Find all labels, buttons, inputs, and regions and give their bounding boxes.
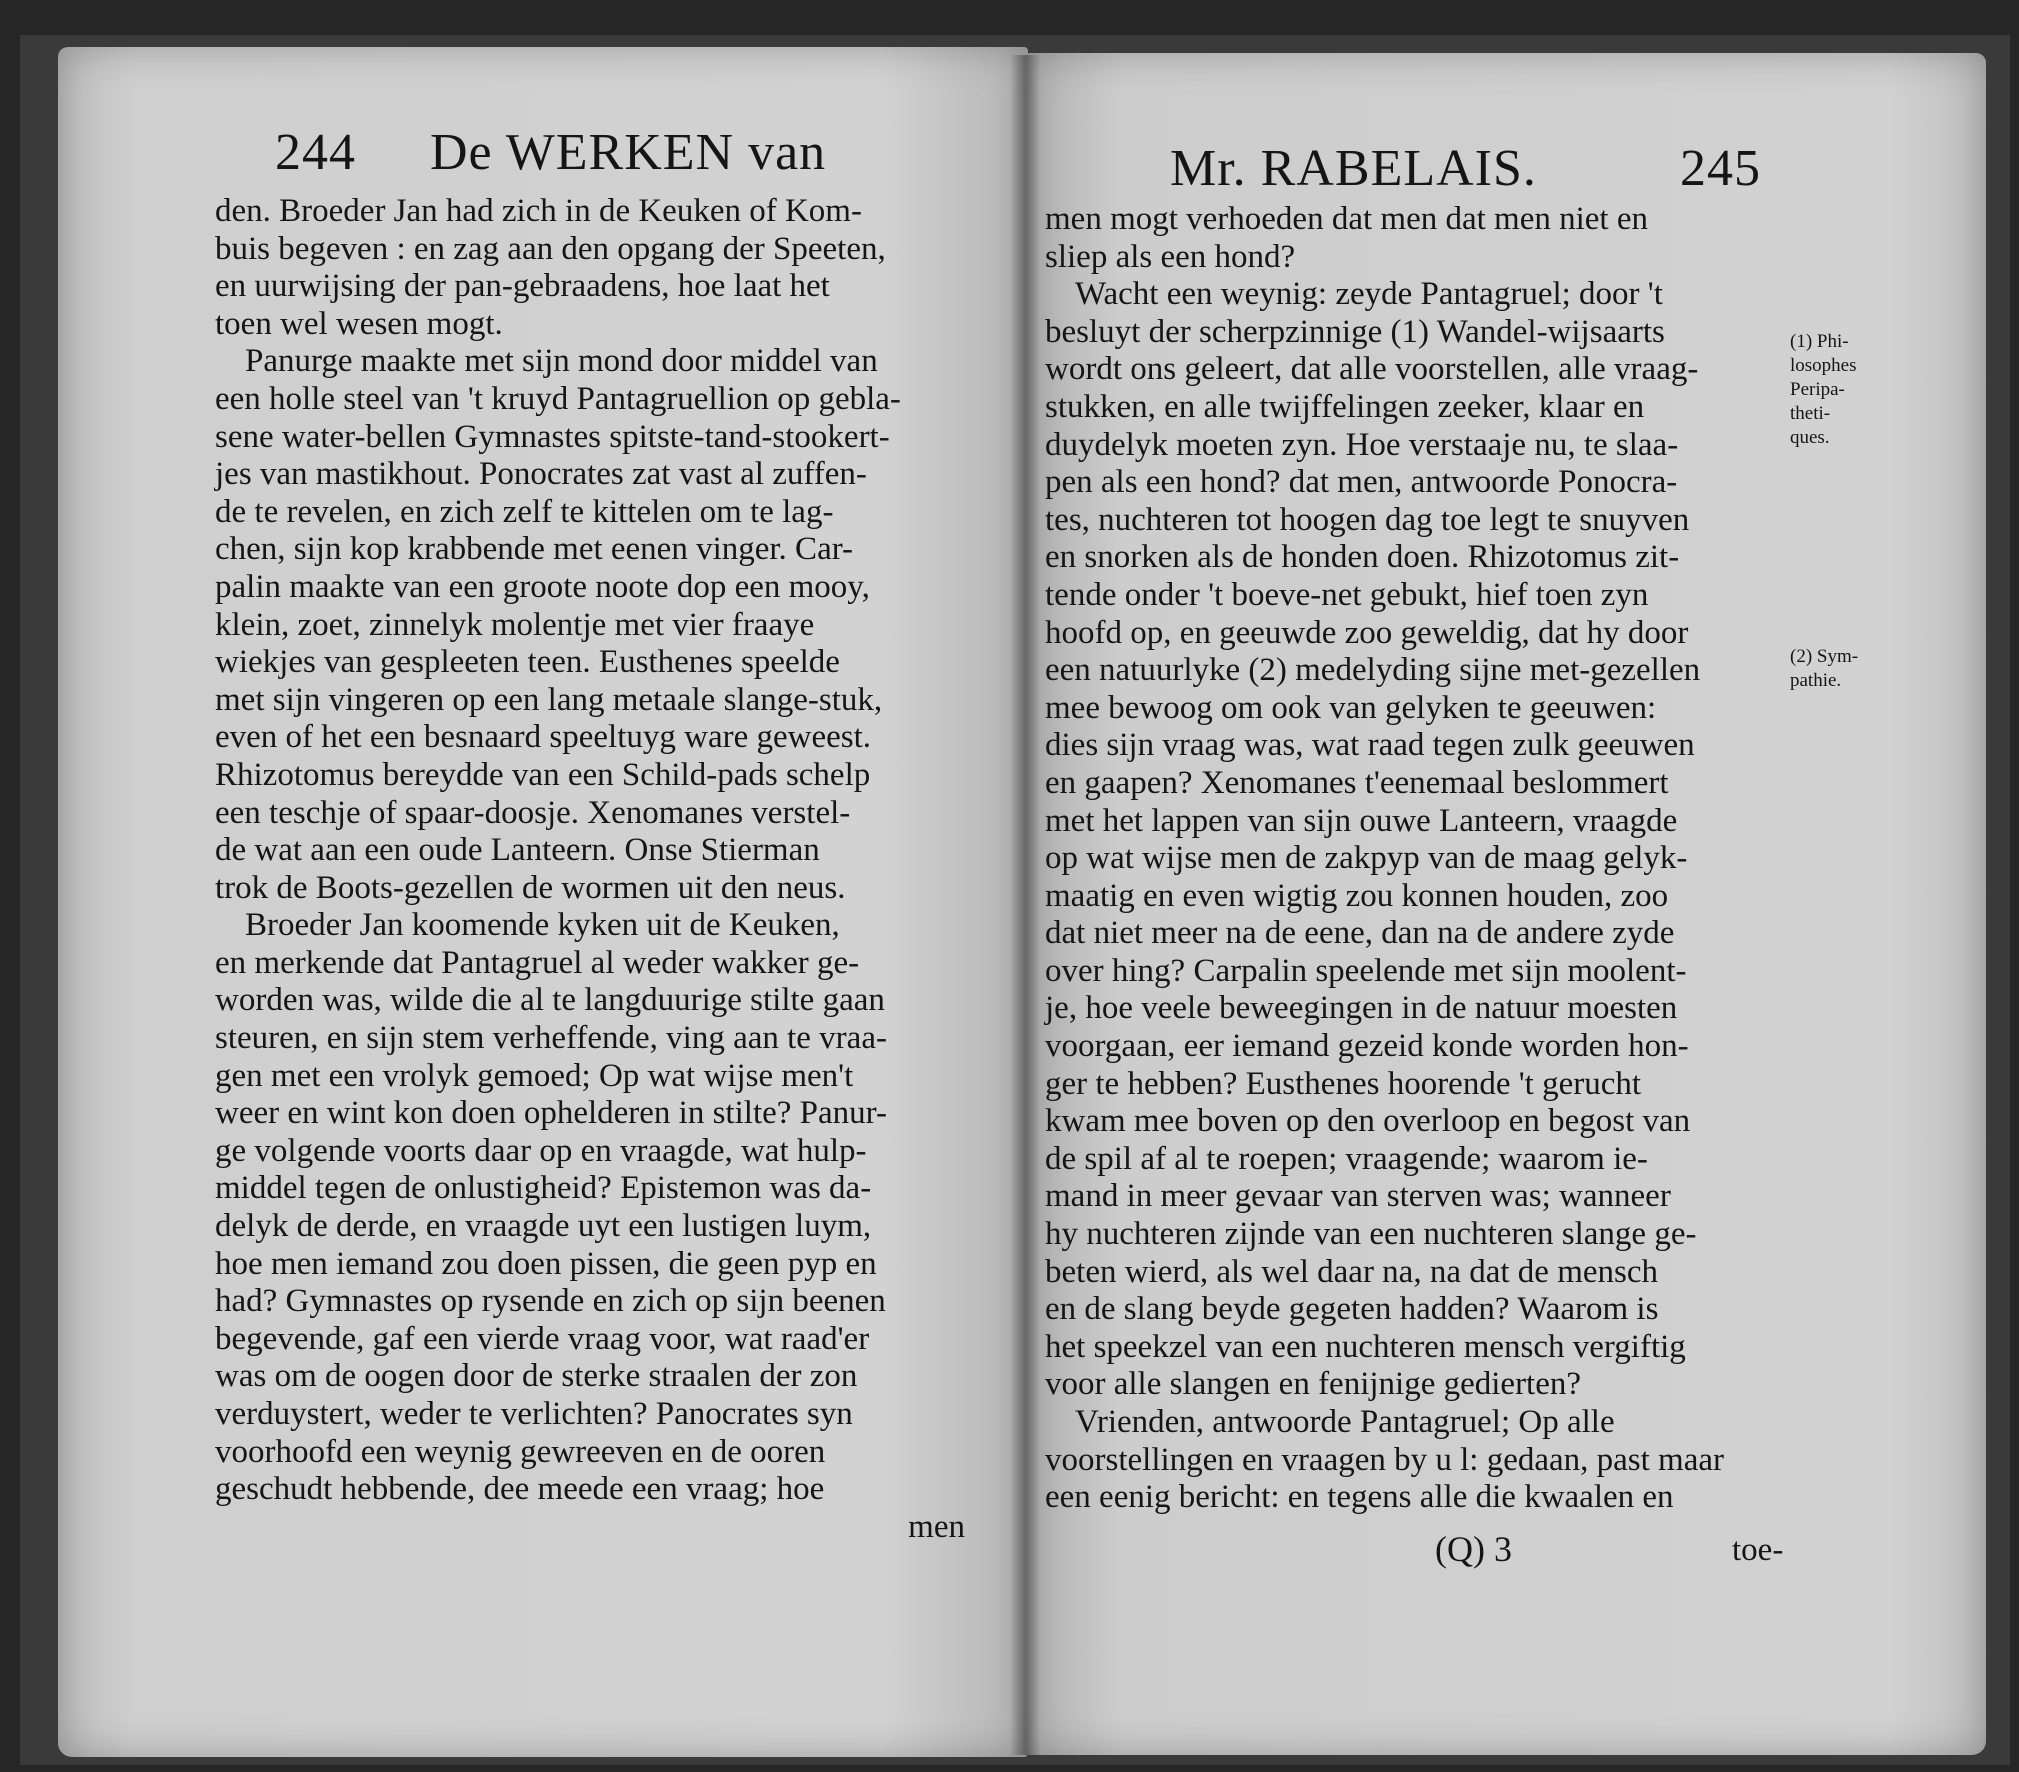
text-line: was om de oogen door de sterke straalen der zon	[215, 1358, 858, 1395]
text-line: Vrienden, antwoorde Pantagruel; Op alle	[1075, 1404, 1615, 1440]
left-folio: 244	[275, 124, 356, 181]
text-line: een teschje of spaar-doosje. Xenomanes verstel-	[215, 794, 851, 831]
text-line: met sijn vingeren op een lang metaale slange-stuk,	[215, 681, 883, 718]
text-line: besluyt der scherpzinnige (1) Wandel-wijsaarts	[1045, 313, 1665, 350]
text-line: sene water-bellen Gymnastes spitste-tand-stookert-	[215, 418, 890, 455]
catchword: toe-	[1732, 1532, 1784, 1568]
text-line: geschudt hebbende, dee meede een vraag; hoe	[215, 1471, 825, 1508]
text-line: begevende, gaf een vierde vraag voor, wat raad'er	[215, 1320, 870, 1357]
margin-note-line: (1) Phi-	[1790, 331, 1849, 352]
text-line: worden was, wilde die al te langduurige stilte gaan	[215, 982, 885, 1019]
text-line: middel tegen de onlustigheid? Epistemon was da-	[215, 1170, 872, 1207]
text-line: tende onder 't boeve-net gebukt, hief toen zyn	[1045, 576, 1649, 613]
text-line: palin maakte van een groote noote dop een mooy,	[215, 568, 870, 605]
right-page-text	[1045, 201, 1805, 1517]
text-line: de te revelen, en zich zelf te kittelen om te lag-	[215, 493, 834, 530]
text-line: Panurge maakte met sijn mond door middel van	[245, 343, 878, 380]
text-line: ge volgende voorts daar op en vraagde, wat hulp-	[215, 1132, 867, 1169]
text-line: mand in meer gevaar van sterven was; wanneer	[1045, 1178, 1671, 1215]
text-line: gen met een vrolyk gemoed; Op wat wijse men't	[215, 1057, 854, 1094]
text-line: voorstellingen en vraagen by u l: gedaan, past maar	[1045, 1441, 1725, 1478]
text-line: ger te hebben? Eusthenes hoorende 't gerucht	[1045, 1065, 1642, 1102]
margin-note-1	[1790, 330, 1857, 450]
book-gutter	[1010, 55, 1040, 1755]
text-line: trok de Boots-gezellen de wormen uit den neus.	[215, 869, 846, 906]
margin-note-line: ques.	[1790, 427, 1830, 448]
text-line: steuren, en sijn stem verheffende, ving aan te vraa-	[215, 1020, 887, 1057]
text-line: Wacht een weynig: zeyde Pantagruel; door 't	[1075, 276, 1663, 313]
text-line: maatig en even wigtig zou konnen houden, zoo	[1045, 877, 1669, 914]
text-line: wordt ons geleert, dat alle voorstellen, alle vraag-	[1045, 351, 1699, 388]
text-line: klein, zoet, zinnelyk molentje met vier fraaye	[215, 606, 815, 643]
text-line: de spil af al te roepen; vraagende; waarom ie-	[1045, 1140, 1648, 1177]
text-line: op wat wijse men de zakpyp van de maag gelyk-	[1045, 840, 1688, 877]
text-line: had? Gymnastes op rysende en zich op sijn beenen	[215, 1283, 886, 1320]
text-line: voorhoofd een weynig gewreeven en de ooren	[215, 1433, 826, 1470]
text-line: het speekzel van een nuchteren mensch vergiftig	[1045, 1328, 1686, 1365]
text-line: een eenig bericht: en tegens alle die kwaalen en	[1045, 1479, 1674, 1516]
text-line: dat niet meer na de eene, dan na de andere zyde	[1045, 915, 1675, 952]
text-line: den. Broeder Jan had zich in de Keuken of Kom-	[215, 193, 862, 229]
text-line: pen als een hond? dat men, antwoorde Ponocra-	[1045, 464, 1678, 501]
text-line: delyk de derde, en vraagde uyt een lustigen luym,	[215, 1208, 872, 1245]
text-line: jes van mastikhout. Ponocrates zat vast al zuffen-	[215, 456, 867, 493]
text-line: voor alle slangen en fenijnige gedierten?	[1045, 1366, 1582, 1403]
text-line: beten wierd, als wel daar na, na dat de mensch	[1045, 1253, 1658, 1290]
text-line: mee bewoog om ook van gelyken te geeuwen:	[1045, 689, 1657, 726]
text-line: chen, sijn kop krabbende met eenen vinger. Car-	[215, 531, 854, 568]
margin-note-line: pathie.	[1790, 670, 1842, 691]
text-line: hoe men iemand zou doen pissen, die geen pyp en	[215, 1245, 877, 1282]
text-line: en uurwijsing der pan-gebraadens, hoe laat het	[215, 268, 830, 305]
text-line: je, hoe veele beweegingen in de natuur moesten	[1045, 990, 1678, 1027]
left-running-head: De WERKEN van	[430, 124, 827, 181]
left-page-text	[215, 193, 1005, 1546]
text-line: en snorken als de honden doen. Rhizotomus zit-	[1045, 539, 1680, 576]
text-line: voorgaan, eer iemand gezeid konde worden hon-	[1045, 1028, 1689, 1065]
text-line: dies sijn vraag was, wat raad tegen zulk geeuwen	[1045, 727, 1695, 764]
text-line: men mogt verhoeden dat men dat men niet en	[1045, 201, 1648, 237]
text-line: toen wel wesen mogt.	[215, 305, 503, 342]
text-line: een holle steel van 't kruyd Pantagruellion op gebla-	[215, 380, 901, 417]
text-line: over hing? Carpalin speelende met sijn moolent-	[1045, 952, 1687, 989]
text-line: sliep als een hond?	[1045, 238, 1296, 275]
text-line: wiekjes van gespleeten teen. Eusthenes speelde	[215, 644, 840, 681]
catchword: men	[908, 1508, 965, 1545]
text-line: even of het een besnaard speeltuyg ware geweest.	[215, 719, 872, 756]
margin-note-line: (2) Sym-	[1790, 646, 1859, 667]
text-line: stukken, en alle twijffelingen zeeker, klaar en	[1045, 388, 1645, 425]
text-line: duydelyk moeten zyn. Hoe verstaaje nu, te slaa-	[1045, 426, 1679, 463]
text-line: kwam mee boven op den overloop en begost van	[1045, 1103, 1691, 1140]
text-line: met het lappen van sijn ouwe Lanteern, vraagde	[1045, 802, 1678, 839]
text-line: een natuurlyke (2) medelyding sijne met-gezellen	[1045, 652, 1701, 689]
text-line: weer en wint kon doen ophelderen in stilte? Panur-	[215, 1095, 887, 1132]
text-line: buis begeven : en zag aan den opgang der Speeten,	[215, 230, 886, 267]
text-line: Broeder Jan koomende kyken uit de Keuken,	[245, 907, 840, 944]
margin-note-line: losophes	[1790, 355, 1857, 376]
margin-note-line: theti-	[1790, 403, 1831, 424]
text-line: en gaapen? Xenomanes t'eenemaal beslommert	[1045, 764, 1669, 801]
text-line: Rhizotomus bereydde van een Schild-pads schelp	[215, 756, 871, 793]
text-line: en de slang beyde gegeten hadden? Waarom is	[1045, 1291, 1659, 1328]
text-line: hy nuchteren zijnde van een nuchteren slange ge-	[1045, 1216, 1697, 1253]
text-line: tes, nuchteren tot hoogen dag toe legt te snuyven	[1045, 501, 1690, 538]
right-folio: 245	[1680, 140, 1761, 197]
text-line: verduystert, weder te verlichten? Panocrates syn	[215, 1396, 853, 1432]
signature-mark: (Q) 3	[1435, 1529, 1512, 1569]
open-book	[20, 35, 2010, 1765]
right-running-head: Mr. RABELAIS.	[1170, 140, 1537, 197]
margin-note-line: Peripa-	[1790, 379, 1845, 400]
margin-note-2	[1790, 645, 1858, 693]
text-line: hoofd op, en geeuwde zoo geweldig, dat hy door	[1045, 614, 1689, 651]
text-line: de wat aan een oude Lanteern. Onse Stierman	[215, 832, 820, 869]
text-line: en merkende dat Pantagruel al weder wakker ge-	[215, 944, 860, 981]
